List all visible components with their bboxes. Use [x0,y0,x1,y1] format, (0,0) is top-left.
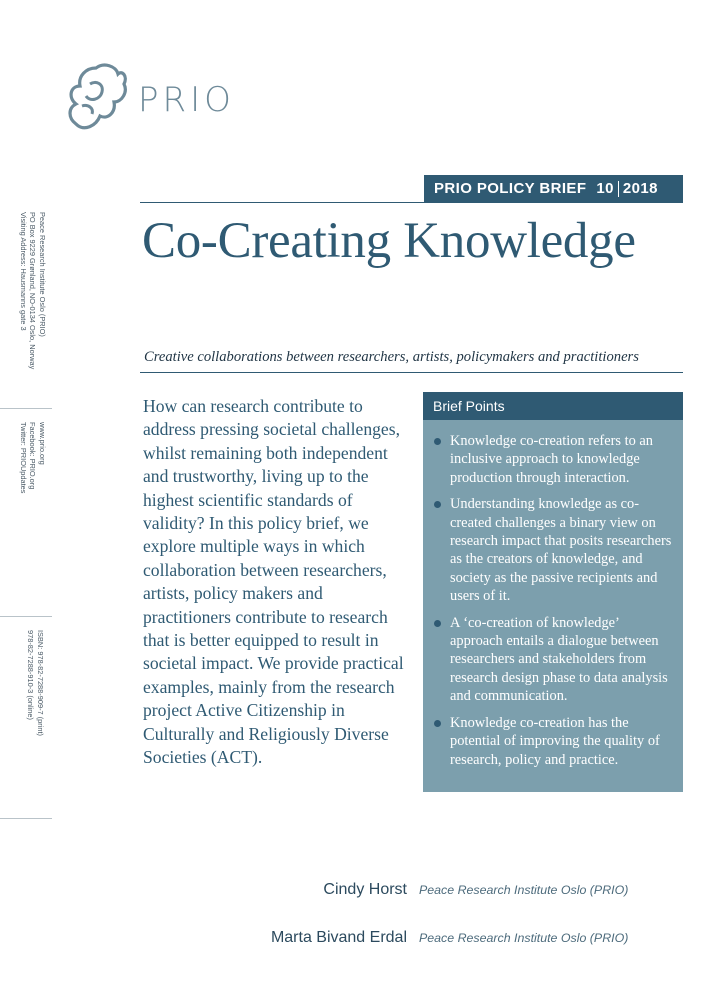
author-affiliation: Peace Research Institute Oslo (PRIO) [419,883,629,897]
author-name: Marta Bivand Erdal [270,929,407,946]
brief-point-text: Knowledge co-creation has the potential of improving the quality of research, policy and practice. [450,714,660,768]
bullet-icon [434,720,441,727]
bullet-icon [434,501,441,508]
series-label: PRIO POLICY BRIEF [434,180,587,197]
twitter-link[interactable]: Twitter: PRIOUpdates [18,422,28,494]
banner-separator [618,181,619,197]
address-line: Visiting Address: Hausmanns gate 3 [18,212,28,331]
brief-point-text: Knowledge co-creation refers to an inclusive approach to knowledge production through interaction. [450,433,653,486]
logo-wordmark: PRIO [138,80,235,120]
subtitle-rule [140,372,683,373]
sidebar-divider [0,616,52,617]
policy-brief-banner [424,175,683,202]
page-title: Co-Creating Knowledge [142,213,636,269]
address-line: PO Box 9229 Grønland, NO-0134 Oslo, Norway [28,212,38,370]
facebook-link[interactable]: Facebook: PRIO.org [28,422,38,490]
page-subtitle: Creative collaborations between researchers, artists, policymakers and practitioners [144,349,639,365]
sidebar-divider [0,408,52,409]
brief-point-text: Understanding knowledge as co-created challenges a binary view on research impact that posits researchers as the creators of knowledge, and society as the passive recipients and users of it. [450,496,672,605]
isbn-print: ISBN: 978-82-7288-909-7 (print) [36,630,46,736]
website-link[interactable]: www.prio.org [37,422,47,465]
author-name: Cindy Horst [323,881,407,898]
brief-points-heading: Brief Points [423,392,683,420]
banner-rule [140,202,683,203]
issue-number: 10 [596,180,614,197]
bullet-icon [434,620,441,627]
address-line: Peace Research Institute Oslo (PRIO) [37,212,47,337]
prio-logo [66,62,246,132]
brief-point [433,614,673,706]
prio-logo-mark-icon [66,62,130,132]
brief-point [433,432,673,487]
author-affiliation: Peace Research Institute Oslo (PRIO) [419,931,629,945]
brief-points-list [423,432,683,769]
author-row [323,881,629,899]
sidebar-divider [0,818,52,819]
issue-year: 2018 [622,180,658,197]
brief-points-panel [423,392,683,792]
isbn-online: 978-82-7288-910-3 (online) [26,630,36,720]
brief-point [433,495,673,605]
author-row [270,929,629,947]
bullet-icon [434,438,441,445]
brief-point [433,714,673,769]
abstract-text: How can research contribute to address pressing societal challenges, whilst remaining both independent and trustworthy, living up to the highest scientific standards of validity? In this policy brief, we explore multiple ways in which collaboration between researchers, artists, policy makers and practitioners contribute to research that is better equipped to result in societal impact. We provide practical examples, mainly from the research project Active Citizenship in Culturally and Religiously Diverse Societies (ACT). [143,396,404,768]
brief-point-text: A ‘co-creation of knowledge’ approach entails a dialogue between researchers and stakeholders from research design phase to data analysis and communication. [450,614,668,705]
